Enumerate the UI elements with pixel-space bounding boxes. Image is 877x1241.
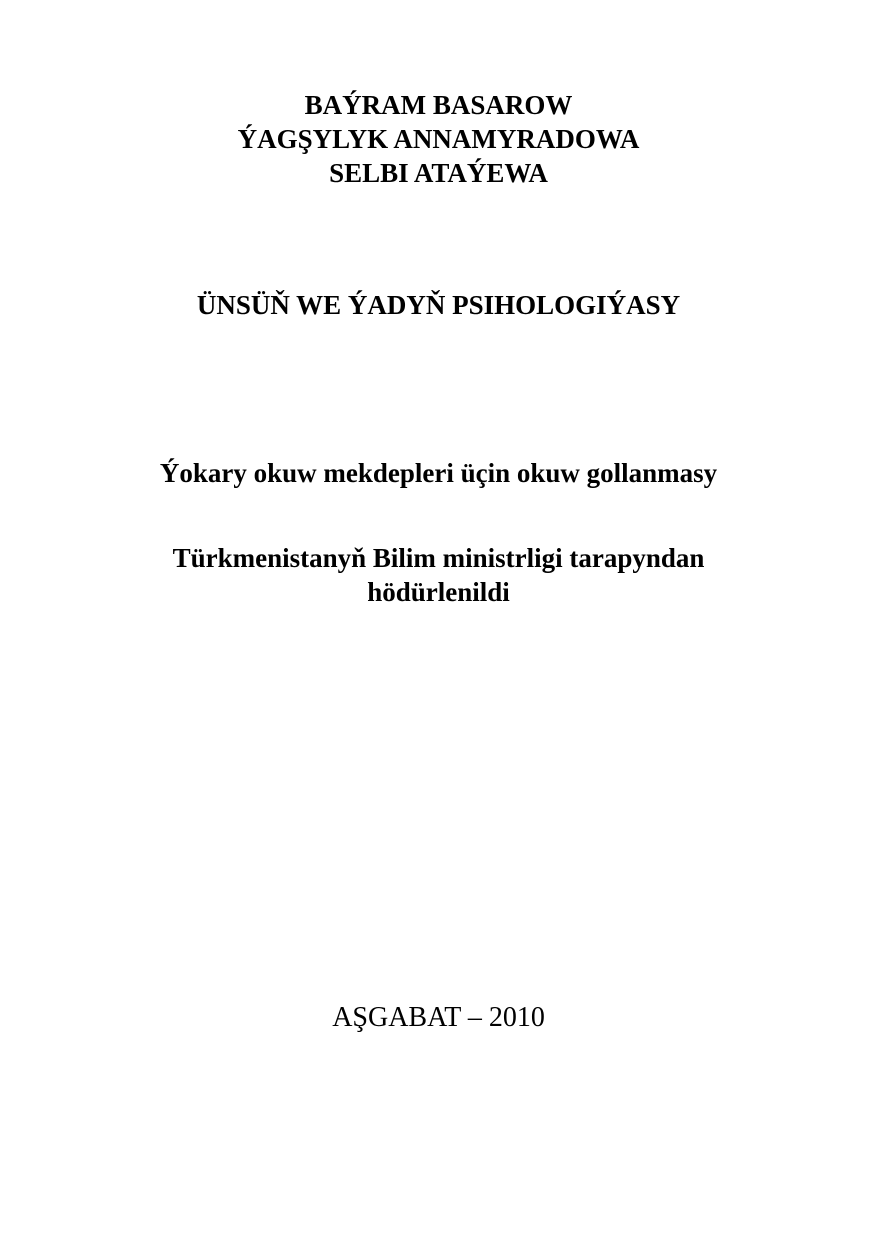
approval-line: hödürlenildi — [367, 577, 510, 607]
author-name: SELBI ATAÝEWA — [329, 158, 548, 188]
author-name: BAÝRAM BASAROW — [304, 90, 573, 120]
place-and-year: AŞGABAT – 2010 — [332, 1002, 545, 1033]
book-subtitle: Ýokary okuw mekdepleri üçin okuw gollanmasy — [159, 458, 718, 488]
author-name: ÝAGŞYLYK ANNAMYRADOWA — [237, 124, 640, 154]
approval-line: Türkmenistanyň Bilim ministrligi tarapyndan — [172, 543, 705, 573]
book-title: ÜNSÜŇ WE ÝADYŇ PSIHOLOGIÝASY — [196, 290, 681, 320]
